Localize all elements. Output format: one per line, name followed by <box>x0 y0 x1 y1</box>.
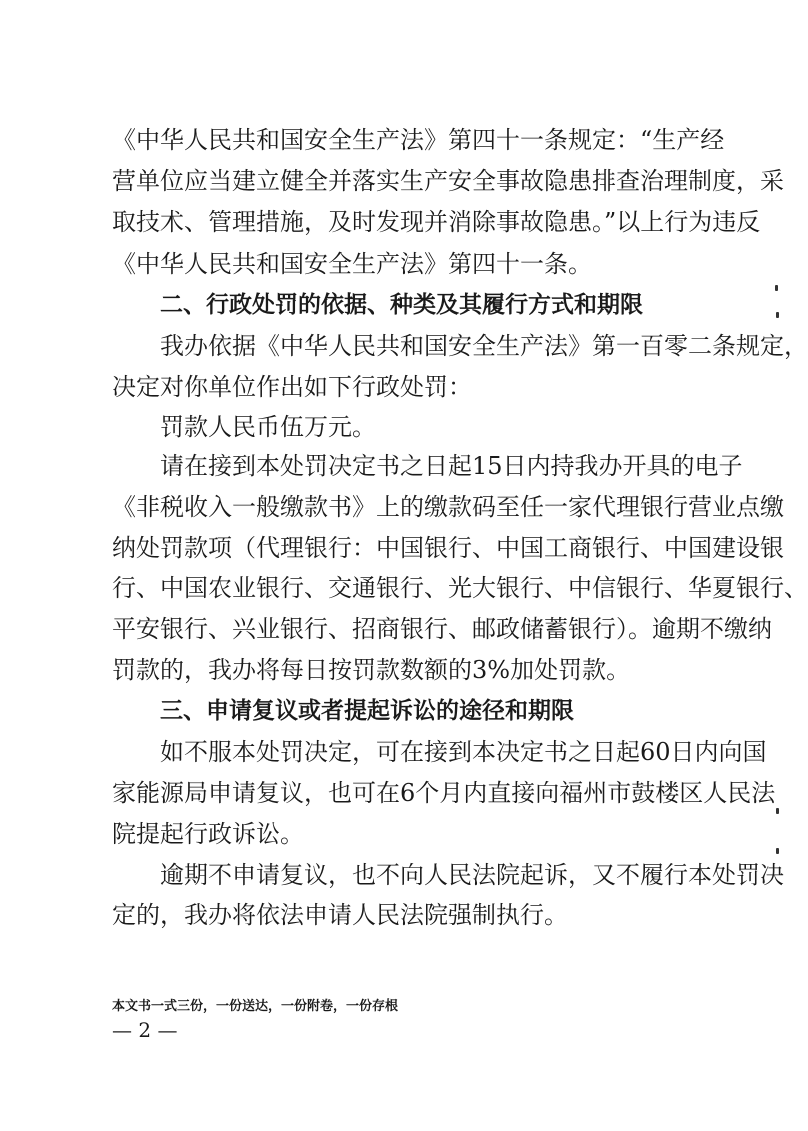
paragraph-line: 如不服本处罚决定，可在接到本决定书之日起60日内向国 <box>160 738 767 766</box>
penalty-amount: 罚款人民币伍万元。 <box>160 413 376 441</box>
copies-note: 本文书一式三份，一份送达，一份附卷，一份存根 <box>112 999 399 1014</box>
paragraph-line: 罚款的，我办将每日按罚款数额的3%加处罚款。 <box>112 656 631 684</box>
paragraph-line: 定的，我办将依法申请人民法院强制执行。 <box>112 901 568 929</box>
paragraph-line: 《非税收入一般缴款书》上的缴款码至任一家代理银行营业点缴 <box>112 493 784 521</box>
paragraph-line: 决定对你单位作出如下行政处罚： <box>112 373 472 401</box>
paragraph-line: 我办依据《中华人民共和国安全生产法》第一百零二条规定， <box>160 332 808 360</box>
paragraph-line: 纳处罚款项（代理银行：中国银行、中国工商银行、中国建设银 <box>112 534 784 562</box>
paragraph-line: 平安银行、兴业银行、招商银行、邮政储蓄银行）。逾期不缴纳 <box>112 615 772 643</box>
paragraph-line: 家能源局申请复议，也可在6个月内直接向福州市鼓楼区人民法 <box>112 779 776 807</box>
paragraph-line: 取技术、管理措施，及时发现并消除事故隐患。”以上行为违反 <box>112 208 761 236</box>
section-heading-3: 三、申请复议或者提起诉讼的途径和期限 <box>160 698 574 724</box>
paragraph-line: 行、中国农业银行、交通银行、光大银行、中信银行、华夏银行、 <box>112 574 808 602</box>
paragraph-line: 《中华人民共和国安全生产法》第四十一条规定：“生产经 <box>112 126 725 154</box>
section-heading-2: 二、行政处罚的依据、种类及其履行方式和期限 <box>160 292 643 318</box>
paragraph-line: 营单位应当建立健全并落实生产安全事故隐患排查治理制度，采 <box>112 167 784 195</box>
paragraph-line: 逾期不申请复议，也不向人民法院起诉，又不履行本处罚决 <box>160 861 784 889</box>
scan-speck <box>776 848 779 854</box>
paragraph-line: 请在接到本处罚决定书之日起15日内持我办开具的电子 <box>160 452 743 480</box>
page-number: — 2 — <box>112 1018 178 1042</box>
paragraph-line: 院提起行政诉讼。 <box>112 820 304 848</box>
scan-speck <box>776 808 779 814</box>
scan-speck <box>775 285 778 291</box>
scan-speck <box>776 312 779 318</box>
paragraph-line: 《中华人民共和国安全生产法》第四十一条。 <box>112 250 592 278</box>
